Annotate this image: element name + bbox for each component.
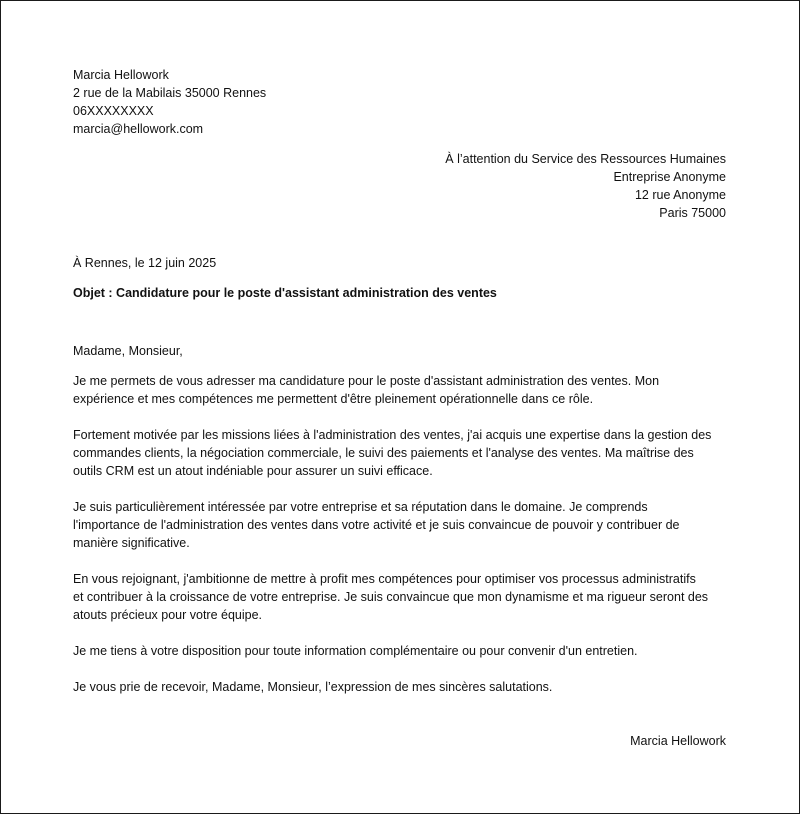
paragraph-line: En vous rejoignant, j'ambitionne de mettre à profit mes compétences pour optimiser vos processus administratifs — [73, 572, 696, 586]
recipient-street: 12 rue Anonyme — [634, 188, 726, 202]
paragraph-3 — [73, 498, 733, 552]
recipient-city: Paris 75000 — [659, 206, 726, 220]
paragraph-line: Fortement motivée par les missions liées à l'administration des ventes, j'ai acquis une expertise dans la gestion des — [73, 428, 712, 442]
signature: Marcia Hellowork — [630, 734, 726, 748]
paragraph-line: manière significative. — [73, 536, 190, 550]
paragraph-4 — [73, 570, 733, 624]
paragraph-line: Je vous prie de recevoir, Madame, Monsieur, l’expression de mes sincères salutations. — [73, 680, 553, 694]
paragraph-2 — [73, 426, 733, 480]
paragraph-6 — [73, 678, 733, 696]
sender-email: marcia@hellowork.com — [73, 122, 204, 136]
paragraph-line: outils CRM est un atout indéniable pour assurer un suivi efficace. — [73, 464, 433, 478]
subject-line: Objet : Candidature pour le poste d'assistant administration des ventes — [73, 286, 497, 300]
sender-phone: 06XXXXXXXX — [73, 104, 154, 118]
paragraph-line: Je suis particulièrement intéressée par votre entreprise et sa réputation dans le domaine. Je comprends — [73, 500, 648, 514]
paragraph-line: Je me permets de vous adresser ma candidature pour le poste d'assistant administration des ventes. Mon — [73, 374, 660, 388]
paragraph-line: expérience et mes compétences me permettent d'être pleinement opérationnelle dans ce rôle. — [73, 392, 594, 406]
paragraph-line: et contribuer à la croissance de votre entreprise. Je suis convaincue que mon dynamisme et ma rigueur seront des — [73, 590, 709, 604]
paragraph-line: Je me tiens à votre disposition pour toute information complémentaire ou pour convenir d'un entretien. — [73, 644, 638, 658]
paragraph-5 — [73, 642, 733, 660]
recipient-company: Entreprise Anonyme — [613, 170, 726, 184]
paragraph-line: commandes clients, la négociation commerciale, le suivi des paiements et l'analyse des ventes. Ma maîtrise des — [73, 446, 694, 460]
paragraph-line: atouts précieux pour votre équipe. — [73, 608, 263, 622]
paragraph-line: l'importance de l'administration des ventes dans votre activité et je suis convaincue de pouvoir y contribuer de — [73, 518, 680, 532]
recipient-attention: À l’attention du Service des Ressources Humaines — [445, 152, 726, 166]
sender-address: 2 rue de la Mabilais 35000 Rennes — [73, 86, 267, 100]
place-date: À Rennes, le 12 juin 2025 — [73, 256, 217, 270]
paragraph-1 — [73, 372, 733, 408]
sender-name: Marcia Hellowork — [73, 68, 169, 82]
salutation: Madame, Monsieur, — [73, 344, 183, 358]
